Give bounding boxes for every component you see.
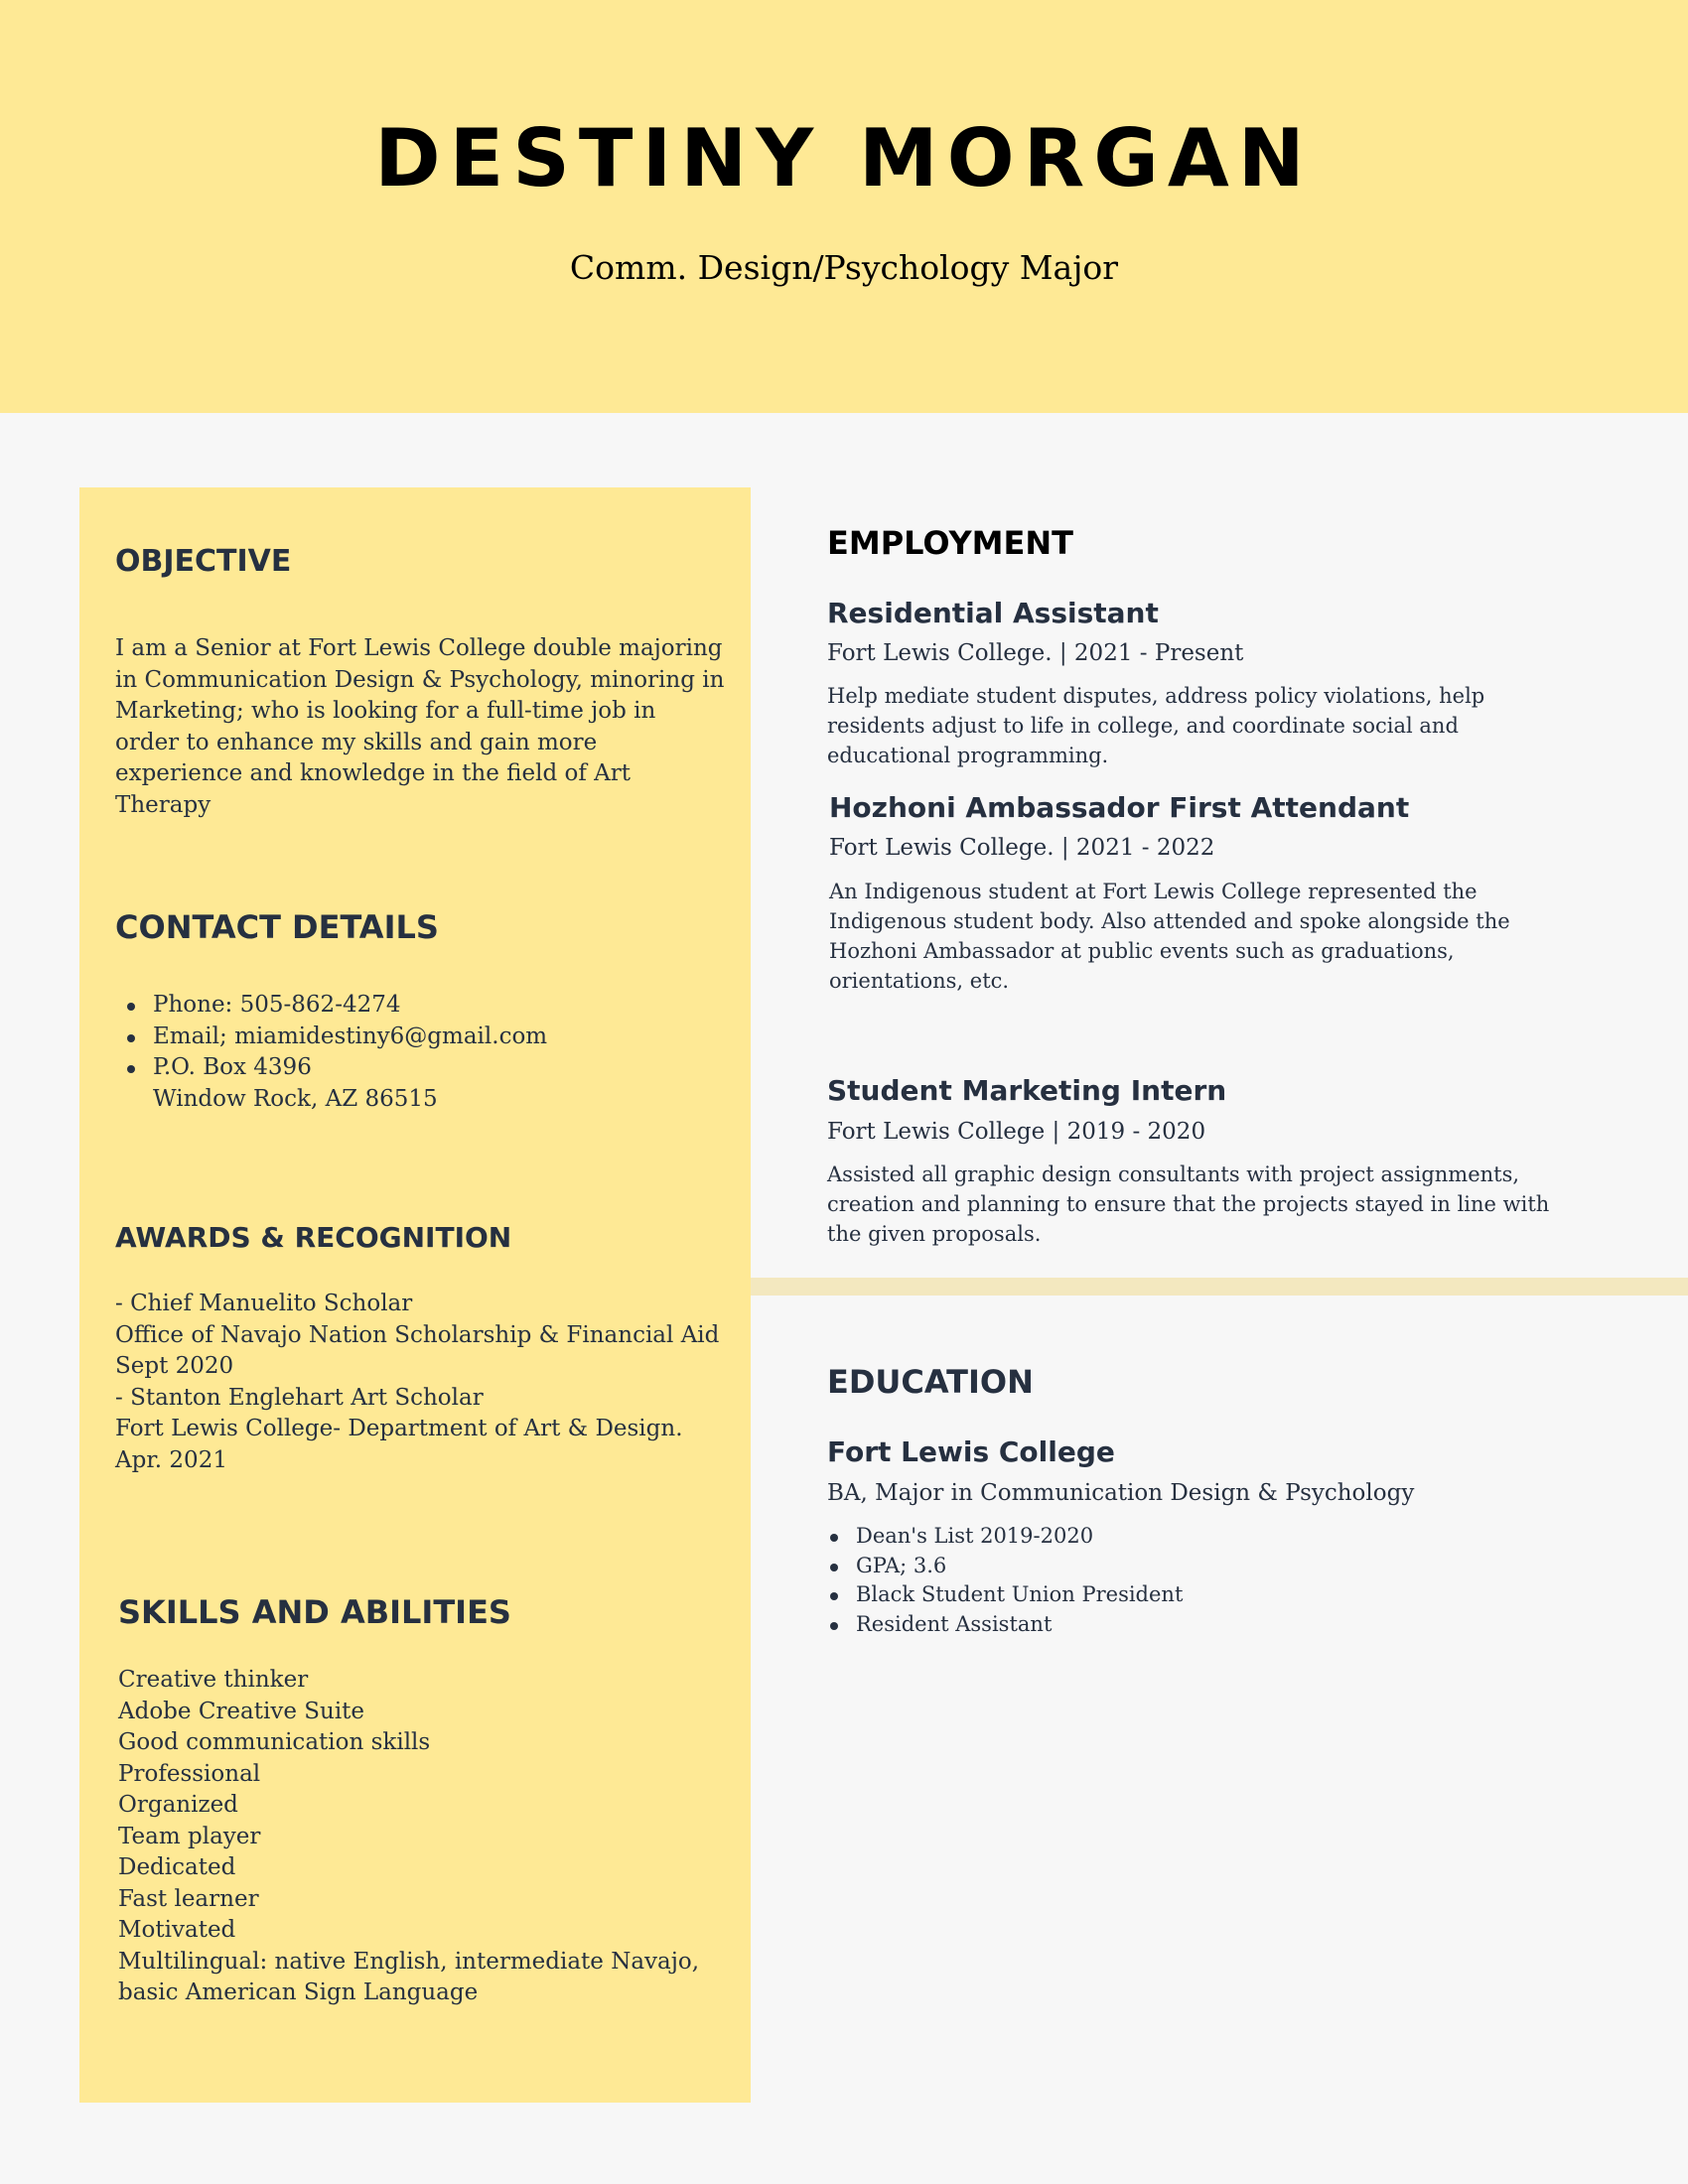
job-description-line: creation and planning to ensure that the projects stayed in line with bbox=[827, 1192, 1550, 1216]
skills-list bbox=[118, 1665, 699, 2009]
objective-text bbox=[115, 633, 724, 821]
contact-heading: CONTACT DETAILS bbox=[115, 908, 439, 946]
contact-email: Email; miamidestiny6@gmail.com bbox=[123, 1022, 547, 1053]
job-description bbox=[827, 1160, 1549, 1249]
job-description bbox=[827, 681, 1484, 770]
objective-line: experience and knowledge in the field of Art bbox=[115, 760, 631, 786]
awards-heading: AWARDS & RECOGNITION bbox=[115, 1221, 512, 1254]
employment-heading: EMPLOYMENT bbox=[827, 524, 1073, 562]
skill-item: Creative thinker bbox=[118, 1667, 309, 1693]
contact-address bbox=[123, 1052, 547, 1115]
skill-item: Dedicated bbox=[118, 1854, 236, 1880]
skill-item: Multilingual: native English, intermediate Navajo, bbox=[118, 1948, 700, 1975]
education-item: GPA; 3.6 bbox=[826, 1552, 1183, 1581]
job-meta: Fort Lewis College | 2019 - 2020 bbox=[827, 1119, 1206, 1145]
skill-item: Fast learner bbox=[118, 1885, 259, 1912]
job-description-line: orientations, etc. bbox=[829, 969, 1010, 993]
job-description-line: the given proposals. bbox=[827, 1222, 1042, 1246]
education-item: Resident Assistant bbox=[826, 1610, 1183, 1640]
education-heading: EDUCATION bbox=[827, 1363, 1034, 1401]
objective-line: I am a Senior at Fort Lewis College double majoring bbox=[115, 635, 723, 661]
skill-item: Organized bbox=[118, 1792, 238, 1818]
awards-text bbox=[115, 1289, 719, 1476]
objective-line: Marketing; who is looking for a full-time job in bbox=[115, 698, 656, 724]
candidate-subtitle: Comm. Design/Psychology Major bbox=[569, 248, 1119, 287]
skill-item: basic American Sign Language bbox=[118, 1979, 479, 2005]
skill-item: Motivated bbox=[118, 1917, 236, 1943]
degree: BA, Major in Communication Design & Psychology bbox=[827, 1480, 1415, 1506]
award-line: Fort Lewis College- Department of Art & Design. bbox=[115, 1416, 683, 1441]
job-description-line: Assisted all graphic design consultants with project assignments, bbox=[827, 1162, 1520, 1186]
award-line: Office of Navajo Nation Scholarship & Financial Aid bbox=[115, 1321, 720, 1348]
education-list bbox=[826, 1522, 1183, 1639]
address-line-2: Window Rock, AZ 86515 bbox=[153, 1085, 438, 1112]
job-title: Student Marketing Intern bbox=[827, 1074, 1227, 1107]
job-title: Residential Assistant bbox=[827, 597, 1159, 629]
objective-heading: OBJECTIVE bbox=[115, 544, 292, 579]
header-banner bbox=[0, 0, 1688, 413]
job-description-line: Help mediate student disputes, address policy violations, help bbox=[827, 684, 1485, 708]
job-description bbox=[829, 877, 1510, 996]
contact-phone: Phone: 505-862-4274 bbox=[123, 990, 547, 1022]
skill-item: Professional bbox=[118, 1760, 261, 1787]
award-line: Apr. 2021 bbox=[115, 1446, 227, 1473]
address-line-1: P.O. Box 4396 bbox=[153, 1054, 312, 1080]
skills-heading: SKILLS AND ABILITIES bbox=[118, 1593, 511, 1631]
education-item: Dean's List 2019-2020 bbox=[826, 1522, 1183, 1552]
objective-line: order to enhance my skills and gain more bbox=[115, 729, 598, 755]
job-title: Hozhoni Ambassador First Attendant bbox=[829, 791, 1410, 824]
section-divider bbox=[751, 1278, 1688, 1296]
award-line: - Chief Manuelito Scholar bbox=[115, 1291, 413, 1316]
skill-item: Adobe Creative Suite bbox=[118, 1698, 365, 1724]
job-description-line: Hozhoni Ambassador at public events such as graduations, bbox=[829, 939, 1455, 963]
award-line: - Stanton Englehart Art Scholar bbox=[115, 1384, 484, 1411]
school-name: Fort Lewis College bbox=[827, 1435, 1115, 1468]
job-description-line: educational programming. bbox=[827, 744, 1109, 767]
skill-item: Good communication skills bbox=[118, 1729, 431, 1755]
contact-list bbox=[123, 990, 547, 1115]
objective-line: in Communication Design & Psychology, minoring in bbox=[115, 666, 725, 693]
job-meta: Fort Lewis College. | 2021 - Present bbox=[827, 640, 1244, 666]
objective-line: Therapy bbox=[115, 791, 211, 818]
skill-item: Team player bbox=[118, 1823, 261, 1849]
education-item: Black Student Union President bbox=[826, 1580, 1183, 1610]
job-description-line: Indigenous student body. Also attended and spoke alongside the bbox=[829, 909, 1510, 933]
award-line: Sept 2020 bbox=[115, 1353, 234, 1379]
job-description-line: residents adjust to life in college, and coordinate social and bbox=[827, 714, 1459, 738]
candidate-name: DESTINY MORGAN bbox=[374, 112, 1314, 205]
job-meta: Fort Lewis College. | 2021 - 2022 bbox=[829, 835, 1215, 861]
job-description-line: An Indigenous student at Fort Lewis College represented the bbox=[829, 880, 1477, 903]
